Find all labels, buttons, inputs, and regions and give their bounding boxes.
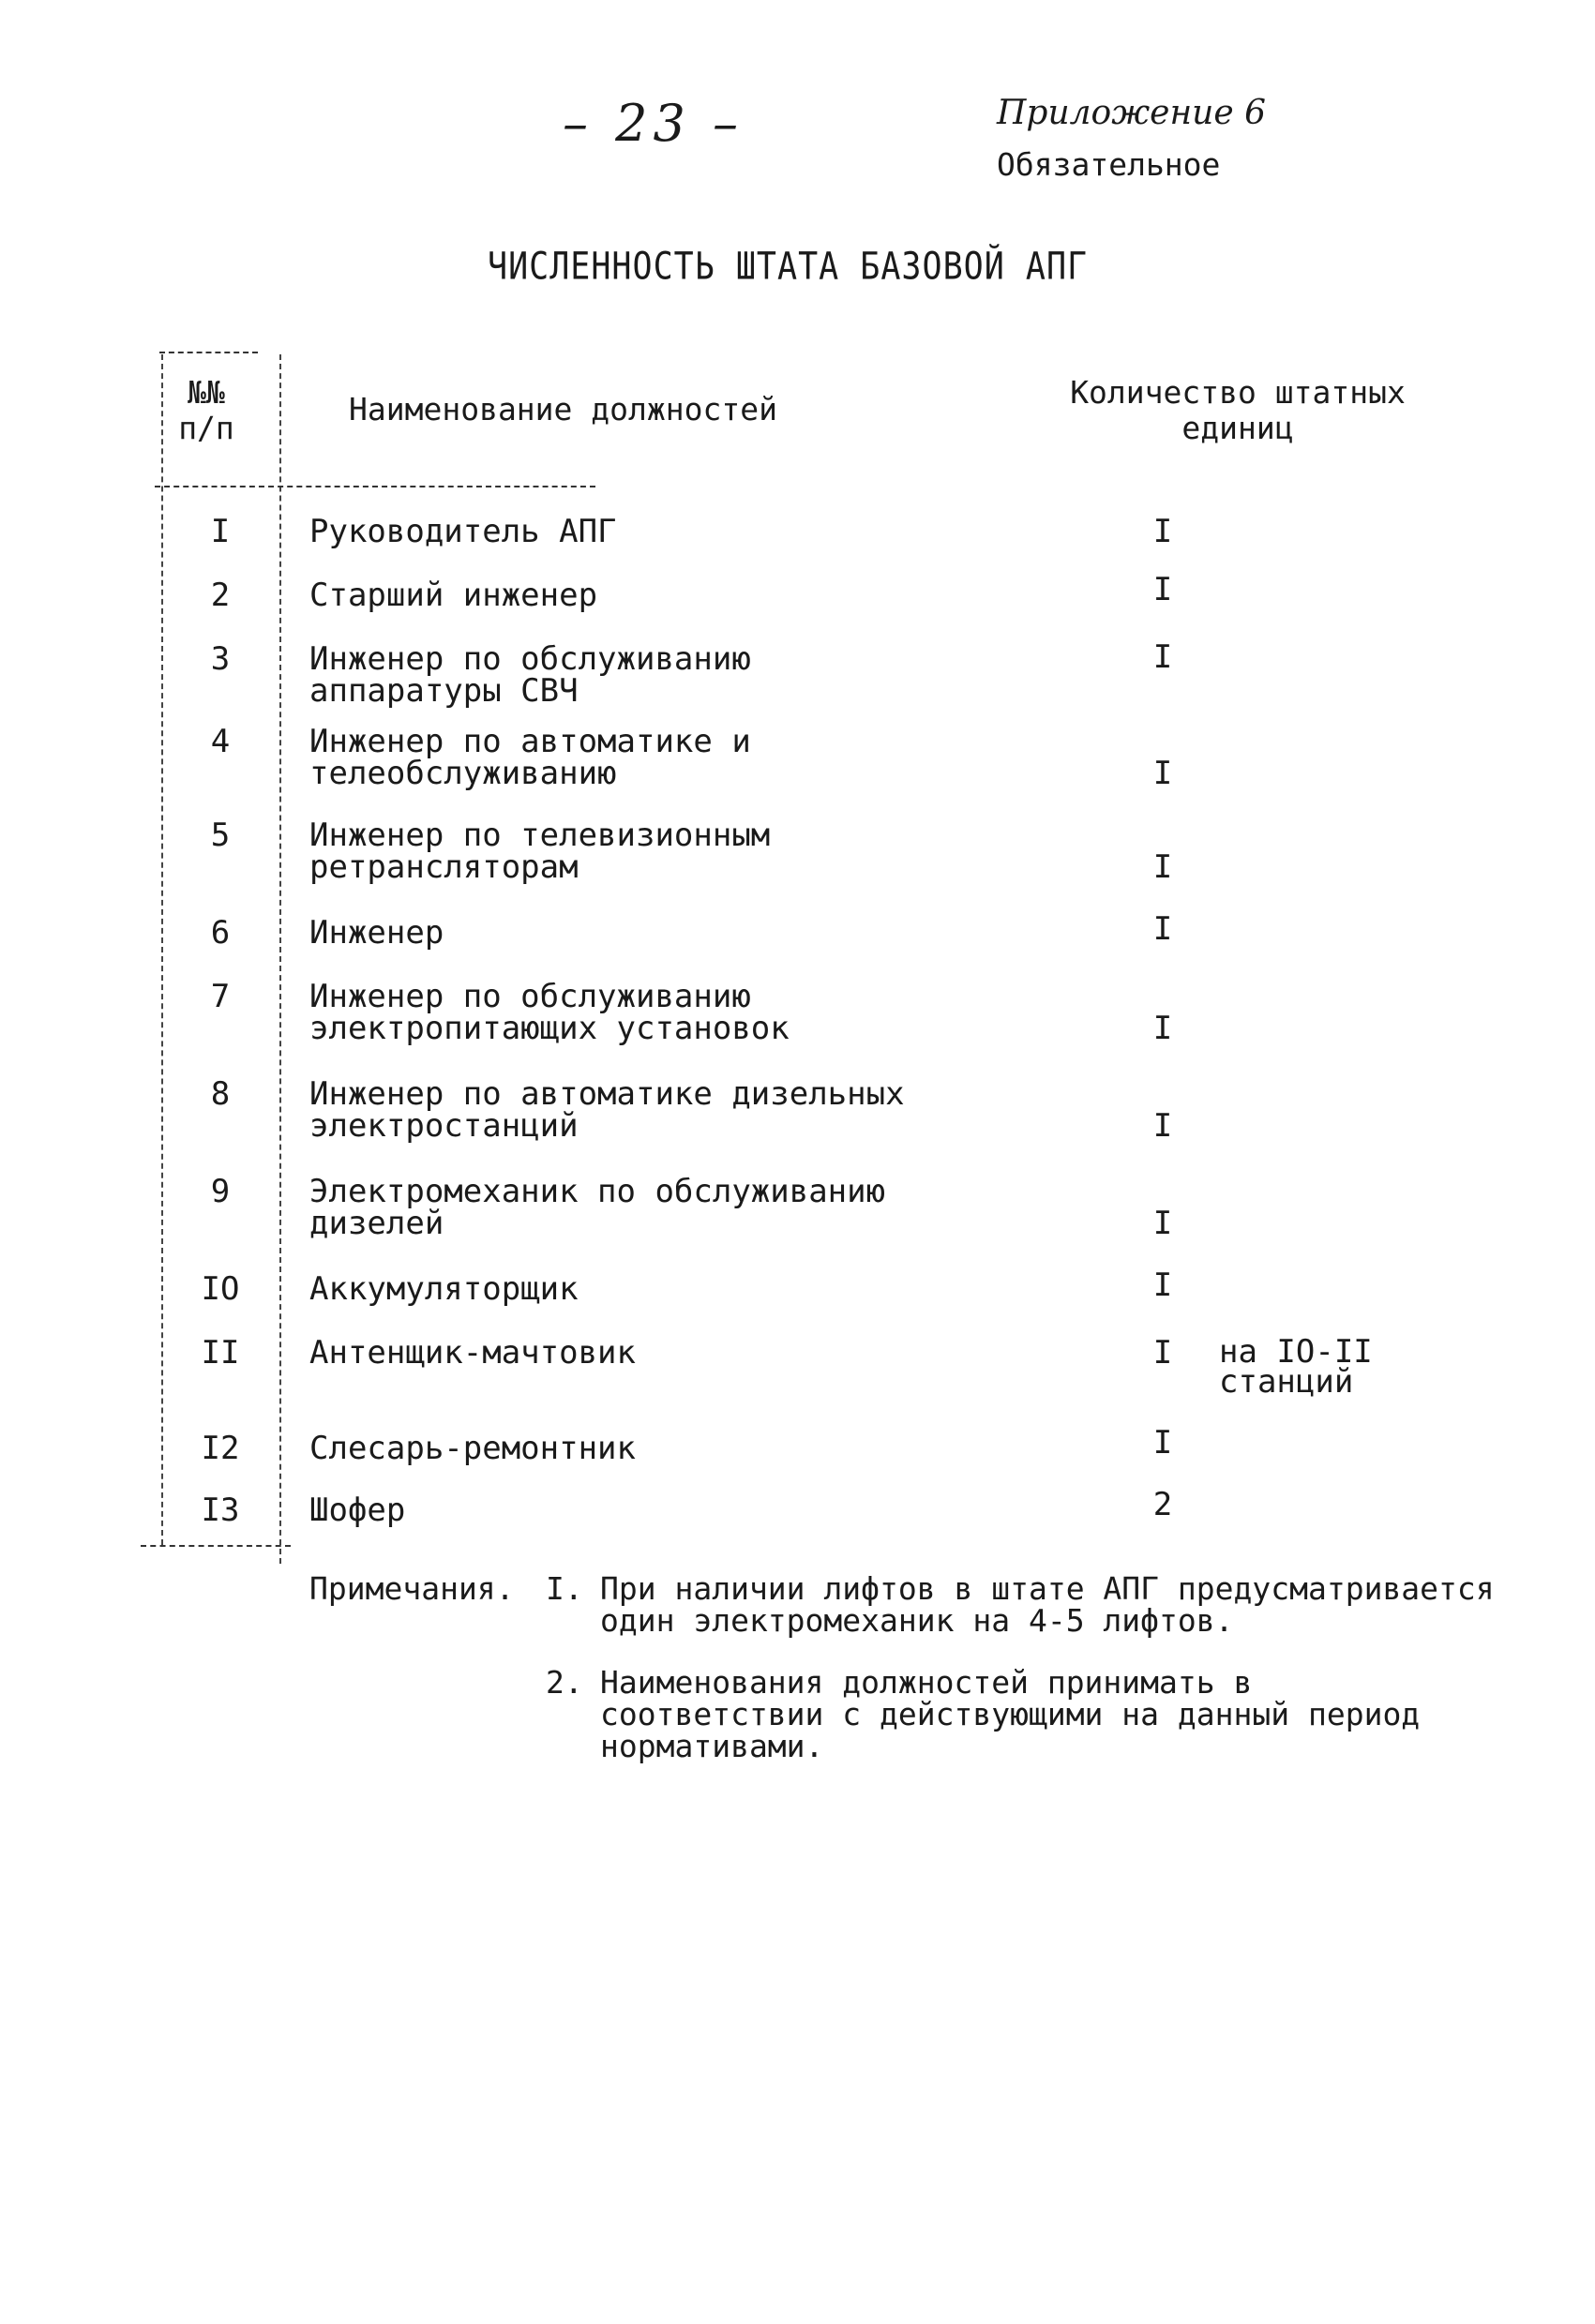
staff-quantity: 2 (1152, 1486, 1173, 1523)
row-number: 6 (210, 914, 231, 952)
row-number: 9 (210, 1173, 231, 1210)
row-number: II (201, 1334, 240, 1372)
position-name: Руководитель АПГ (309, 513, 617, 550)
position-name: Инженер по телевизионным ретрансляторам (309, 817, 771, 886)
appendix-status: Обязательное (997, 146, 1221, 183)
page-number: – 23 – (563, 94, 745, 153)
position-name: Инженер по обслуживанию аппаратуры СВЧ (309, 640, 751, 710)
position-name: Инженер (309, 914, 444, 952)
row-number: 3 (210, 640, 231, 678)
column-header-name: Наименование должностей (349, 391, 777, 427)
staff-quantity: I (1152, 910, 1173, 948)
staff-quantity: I (1152, 513, 1173, 550)
position-name: Инженер по автоматике и телеобслуживанию (309, 723, 751, 792)
row-number: IO (201, 1270, 240, 1308)
row-number: I2 (201, 1430, 240, 1467)
note-text: Наименования должностей принимать в соответствии с действующими на данный период нормативами. (600, 1664, 1421, 1764)
staff-quantity: I (1152, 1334, 1173, 1372)
document-title: ЧИСЛЕННОСТЬ ШТАТА БАЗОВОЙ АПГ (488, 246, 1089, 289)
note-text: При наличии лифтов в штате АПГ предусматривается один электромеханик на 4-5 лифтов. (600, 1570, 1495, 1639)
row-number: 8 (210, 1075, 231, 1113)
quantity-note: на IO-II станций (1219, 1333, 1373, 1401)
note-marker: 2. (546, 1664, 583, 1701)
column-header-quantity: Количество штатных единиц (1070, 374, 1406, 446)
position-name: Антенщик-мачтовик (309, 1334, 636, 1372)
table-top-rule (159, 352, 258, 353)
column-header-number: №№ п/п (178, 374, 234, 446)
column-separator-rule (279, 354, 281, 1564)
row-number: I3 (201, 1492, 240, 1529)
position-name: Аккумуляторщик (309, 1270, 579, 1308)
staff-quantity: I (1152, 571, 1173, 608)
note-marker: I. (546, 1570, 583, 1607)
position-name: Старший инженер (309, 577, 598, 614)
position-name: Инженер по обслуживанию электропитающих установок (309, 978, 790, 1047)
position-name: Инженер по автоматике дизельных электростанций (309, 1075, 905, 1145)
staff-quantity: I (1152, 1010, 1173, 1047)
staff-quantity: I (1152, 1107, 1173, 1145)
table-bottom-rule (141, 1545, 291, 1547)
row-number: 7 (210, 978, 231, 1015)
position-name: Шофер (309, 1492, 406, 1529)
staff-quantity: I (1152, 1267, 1173, 1304)
row-number: 2 (210, 577, 231, 614)
table-left-rule (161, 354, 163, 1545)
staff-quantity: I (1152, 848, 1173, 886)
position-name: Слесарь-ремонтник (309, 1430, 636, 1467)
staff-quantity: I (1152, 1205, 1173, 1242)
row-number: 4 (210, 723, 231, 760)
notes-label: Примечания. (309, 1570, 515, 1607)
staff-quantity: I (1152, 1424, 1173, 1462)
staff-quantity: I (1152, 755, 1173, 792)
position-name: Электромеханик по обслуживанию дизелей (309, 1173, 886, 1242)
row-number: 5 (210, 817, 231, 854)
appendix-label: Приложение 6 (997, 94, 1266, 132)
row-number: I (210, 513, 231, 550)
header-bottom-rule (155, 486, 595, 487)
staff-quantity: I (1152, 638, 1173, 676)
